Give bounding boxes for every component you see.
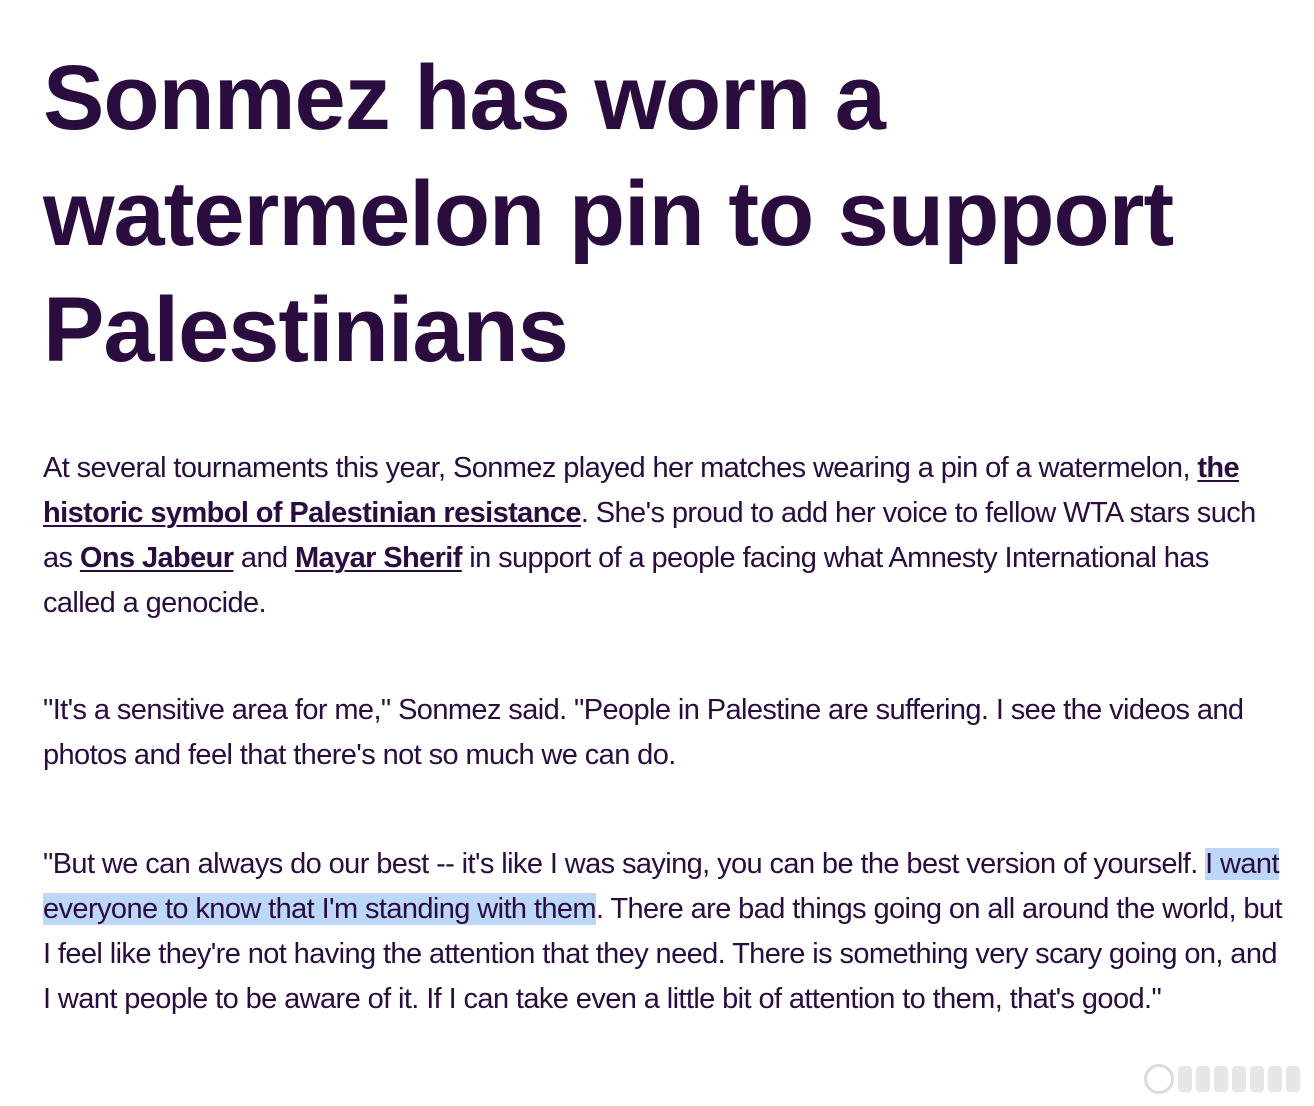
- link-ons-jabeur[interactable]: Ons Jabeur: [79, 542, 234, 574]
- watermark-circle-icon: [1144, 1064, 1174, 1094]
- watermark-bar-icon: [1286, 1066, 1300, 1092]
- p3-text-1: "But we can always do our best -- it's like I was saying, you can be the best version of yourself.: [43, 848, 1206, 880]
- watermark-bar-icon: [1232, 1066, 1246, 1092]
- highlighted-text-selection[interactable]: I want everyone to know that I'm standing with them: [43, 848, 1279, 925]
- p1-text-4: in support of a people facing what Amnesty International has called a genocide.: [43, 542, 1209, 619]
- watermark-bar-icon: [1250, 1066, 1264, 1092]
- link-palestinian-resistance-symbol[interactable]: the historic symbol of Palestinian resistance: [43, 452, 1240, 529]
- watermark-bar-icon: [1268, 1066, 1282, 1092]
- p1-text-1: At several tournaments this year, Sonmez played her matches wearing a pin of a watermelon,: [43, 452, 1198, 484]
- paragraph-sensitive-area-quote: "It's a sensitive area for me," Sonmez said. "People in Palestine are suffering. I see the videos and photos and feel that there's not so much we can do.: [43, 694, 1244, 771]
- watermark-logo: [1144, 1064, 1300, 1094]
- article: [43, 40, 1283, 1015]
- watermark-bar-icon: [1196, 1066, 1210, 1092]
- link-mayar-sherif[interactable]: Mayar Sherif: [294, 542, 462, 574]
- paragraph-watermelon-pin: [43, 446, 1283, 626]
- p1-text-3: and: [233, 542, 295, 574]
- paragraph-best-version-quote: [43, 842, 1283, 1022]
- headline: Sonmez has worn a watermelon pin to support Palestinians: [43, 47, 1174, 381]
- watermark-bar-icon: [1178, 1066, 1192, 1092]
- p1-text-2: . She's proud to add her voice to fellow WTA stars such as: [43, 497, 1256, 574]
- watermark-bar-icon: [1214, 1066, 1228, 1092]
- p3-text-2: . There are bad things going on all around the world, but I feel like they're not having the attention that they need. There is something very scary going on, and I want people to be aware of it. If I can take even a little bit of attention to them, that's good.": [43, 893, 1282, 1015]
